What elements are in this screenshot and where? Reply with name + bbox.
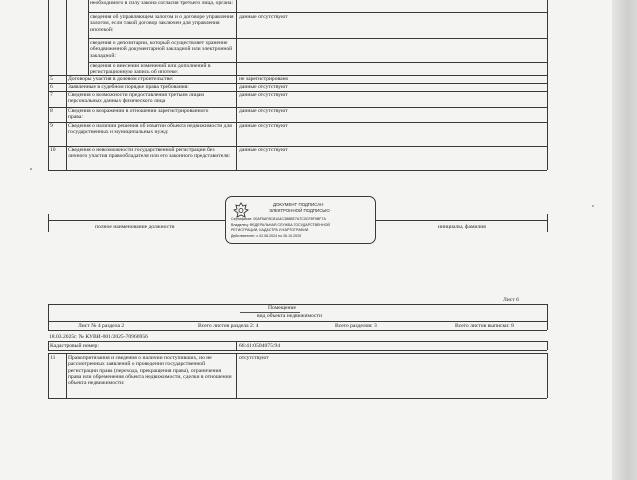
table-border [236, 353, 237, 398]
table-border [236, 0, 237, 170]
stamp-subtitle: ЭЛЕКТРОННОЙ ПОДПИСЬЮ [269, 208, 330, 213]
row-text: Сведения о невозможности государственной регистрации без личного участия правообладателя или его законного представителя: [68, 147, 231, 160]
row-number: 6 [50, 84, 53, 90]
row-value: отсутствуют [239, 355, 269, 361]
signature-line [48, 220, 225, 221]
table-border [547, 353, 548, 398]
header-border [547, 341, 548, 350]
stamp-validity: Действителен: с 02.08.2024 по 26.10.2025 [231, 234, 302, 238]
cadastral-number: 66:41:0504075:94 [239, 343, 281, 349]
row-text: Заявленные в судебном порядке права требования: [68, 84, 189, 90]
stamp-owner: Владелец: ФЕДЕРАЛЬНАЯ СЛУЖБА ГОСУДАРСТВЕННОЙ [231, 223, 330, 227]
position-caption: полное наименование должности [95, 224, 175, 230]
table-border [48, 398, 547, 399]
row-text: Сведения о возможности предоставления третьим лицам персональных данных физического лица [68, 92, 204, 105]
row-text: необходимого в силу закона согласия третьего лица, органа: [90, 0, 234, 6]
row-value: данные отсутствуют [239, 92, 288, 98]
header-border [48, 321, 49, 330]
total-sections: Всего разделов: 3 [335, 323, 377, 329]
row-value: данные отсутствуют [239, 147, 288, 153]
row-number: 11 [50, 355, 56, 361]
table-border [48, 353, 49, 398]
table-border [48, 0, 49, 170]
header-border [48, 304, 49, 321]
row-text: сведения об управляющем залогом и о договоре управления залогом, если такой договор заключен для управления ипотекой: [90, 14, 234, 33]
row-text: Сведения о наличии решения об изъятии объекта недвижимости для государственных и муниципальных нужд: [68, 123, 232, 136]
header-border [48, 341, 49, 350]
table-border [88, 12, 547, 13]
table-border [88, 38, 547, 39]
header-border [236, 341, 237, 350]
scan-speck [30, 168, 32, 170]
row-text: Сведения о возражении в отношении зарегистрированного права: [68, 108, 209, 121]
row-number: 9 [50, 123, 53, 129]
header-border [547, 304, 548, 321]
row-number: 5 [50, 76, 53, 82]
header-border [48, 350, 547, 351]
row-value: не зарегистрировано [239, 76, 289, 82]
row-text: Договоры участия в долевом строительстве: [68, 76, 174, 82]
object-type-caption: вид объекта недвижимости [257, 313, 322, 319]
row-value: данные отсутствуют [239, 84, 288, 90]
row-number: 8 [50, 108, 53, 114]
row-text: Правопритязания и сведения о наличии поступивших, но не рассмотренных заявлений о проведении государственной регистрации права (перехода, прекращения права), ограничения права или обременения объекта недвижимости, сделки в отношении объекта недвижимости: [68, 355, 232, 387]
name-caption: инициалы, фамилия [438, 224, 486, 230]
signature-line [374, 220, 547, 221]
scan-speck [592, 205, 594, 207]
electronic-signature-stamp [225, 196, 376, 244]
row-value: данные отсутствуют [239, 108, 288, 114]
object-type: Помещение [268, 305, 297, 311]
total-sheets-section: Всего листов раздела 2: 4 [198, 323, 259, 329]
row-value: данные отсутствуют [239, 123, 288, 129]
header-border [48, 304, 547, 305]
signature-border [48, 214, 49, 232]
stamp-cert: Сертификат: 00AF5AF8C81A4C388BE7A7C0CF8F9BF7A [231, 217, 326, 221]
stamp-owner-2: РЕГИСТРАЦИИ, КАДАСТРА И КАРТОГРАФИИ [231, 228, 309, 232]
sheet-of-section: Лист № 4 раздела 2 [78, 323, 125, 329]
cadastral-label: Кадастровый номер: [50, 343, 99, 349]
row-text: сведения о внесении изменений или дополнений в регистрационную запись об ипотеке: [90, 63, 211, 76]
table-border [66, 353, 67, 398]
table-border [66, 0, 67, 170]
sheet-number: Лист 6 [503, 297, 519, 303]
table-border [48, 170, 547, 171]
extract-date-number: 18.03.2025г. № КУВИ-001/2025-70966956 [49, 334, 148, 340]
header-border [547, 321, 548, 330]
signature-border [547, 214, 548, 232]
row-number: 7 [50, 92, 53, 98]
stamp-title: ДОКУМЕНТ ПОДПИСАН [273, 202, 324, 207]
row-text: сведения о депозитарии, который осуществляет хранение обездвиженной документарной закладной или электронной закладной: [90, 40, 233, 59]
table-border [48, 353, 547, 354]
page-edge-shadow [612, 0, 637, 480]
header-border [48, 341, 547, 342]
total-sheets: Всего листов выписки: 8 [455, 323, 514, 329]
table-border [547, 0, 548, 170]
row-number: 10 [50, 147, 56, 153]
header-border [48, 330, 547, 331]
row-value: данные отсутствуют [239, 14, 288, 20]
header-border [48, 321, 547, 322]
